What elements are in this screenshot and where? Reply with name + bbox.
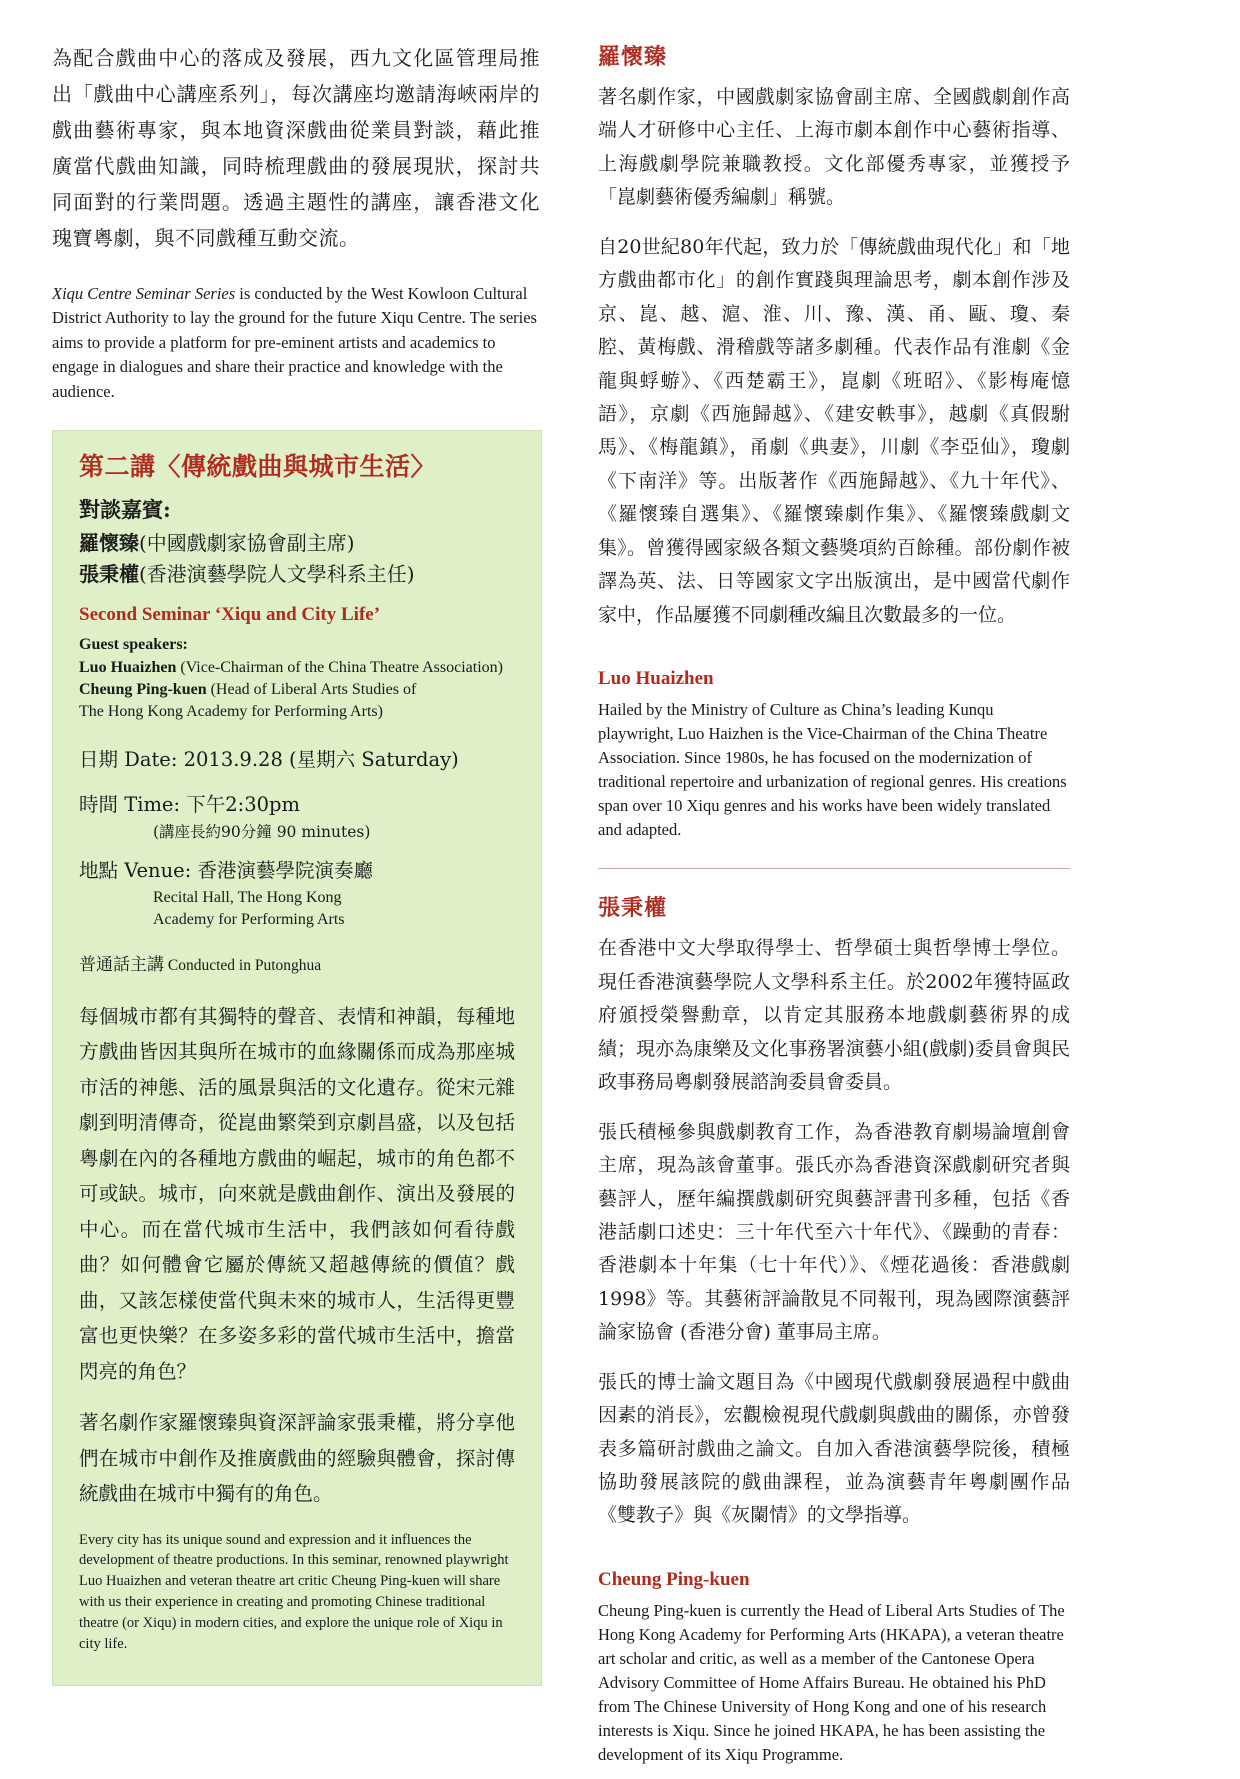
event-date: 日期 Date: 2013.9.28 (星期六 Saturday) — [79, 747, 459, 771]
language-note — [79, 950, 515, 975]
seminar-info-box — [52, 430, 542, 1686]
guest-speaker-2-title-zh: (香港演藝學院人文學科系主任) — [139, 561, 415, 586]
event-venue-en-line1: Recital Hall, The Hong Kong — [153, 888, 342, 906]
speaker-2-bio-en-p1: Cheung Ping-kuen is currently the Head of Liberal Arts Studies of The Hong Kong Academy for Performing Arts (HKAPA), a veteran theatre art scholar and critic, as well as a member of the Cantonese Opera Advisory Committee of Home Affairs Bureau. He obtained his PhD from The Chinese University of Hong Kong and one of his research interests is Xiqu. Since he joined HKAPA, he has been assisting the development of its Xiqu Programme. — [598, 1600, 1065, 1765]
speaker-1-name-en: Luo Huaizhen — [598, 668, 714, 689]
speaker-2-bio-zh-p2: 張氏積極參與戲劇教育工作，為香港教育劇場論壇創會主席，現為該會董事。張氏亦為香港資深戲劇研究者與藝評人，歷年編撰戲劇研究與藝評書刊多種，包括《香港話劇口述史：三十年代至六十年代》、《躁動的青春：香港劇本十年集（七十年代）》、《煙花過後：香港戲劇1998》等。其藝術評論散見不同報刊，現為國際演藝評論家協會 (香港分會) 董事局主席。 — [598, 1120, 1070, 1344]
guest-speaker-2-title-en: (Head of Liberal Arts Studies of — [206, 680, 417, 698]
speaker-1-section — [598, 40, 1070, 842]
speaker-1-bio-zh-p2: 自20世紀80年代起，致力於「傳統戲曲現代化」和「地方戲曲都市化」的創作實踐與理論思考，劇本創作涉及京、崑、越、滬、淮、川、豫、漢、甬、甌、瓊、秦腔、黃梅戲、滑稽戲等諸多劇種。代表作品有淮劇《金龍與蜉蝣》、《西楚霸王》，崑劇《班昭》、《影梅庵憶語》，京劇《西施歸越》、《建安軼事》，越劇《真假駙馬》、《梅龍鎮》，甬劇《典妻》，川劇《李亞仙》，瓊劇《下南洋》等。出版著作《西施歸越》、《九十年代》、《羅懷臻自選集》、《羅懷臻劇作集》、《羅懷臻戲劇文集》。曾獲得國家級各類文藝獎項約百餘種。部份劇作被譯為英、法、日等國家文字出版演出，是中國當代劇作家中，作品屢獲不同劇種改編且次數最多的一位。 — [598, 235, 1070, 626]
language-note-en: Conducted in Putonghua — [164, 956, 322, 974]
guest-speaker-2-en-line2: The Hong Kong Academy for Performing Arts) — [79, 702, 383, 720]
event-venue: 地點 Venue: 香港演藝學院演奏廳 — [79, 858, 373, 882]
guest-speakers-label-en: Guest speakers: — [79, 635, 188, 653]
event-venue-en-line2: Academy for Performing Arts — [153, 911, 345, 929]
guest-speaker-2-en — [79, 679, 515, 701]
seminar-title-en: Second Seminar ‘Xiqu and City Life’ — [79, 603, 381, 625]
speaker-2-name-zh: 張秉權 — [598, 895, 668, 922]
language-note-zh: 普通話主講 — [79, 954, 164, 975]
guest-speaker-1-name-zh: 羅懷臻 — [79, 530, 139, 555]
seminar-series-title-en: Xiqu Centre Seminar Series — [52, 284, 236, 303]
speaker-1-name-zh: 羅懷臻 — [598, 44, 668, 70]
seminar-description-zh-p1: 每個城市都有其獨特的聲音、表情和神韻，每種地方戲曲皆因其與所在城市的血緣關係而成為那座城市活的神態、活的風景與活的文化遺存。從宋元雜劇到明清傳奇，從崑曲繁榮到京劇昌盛，以及包括粵劇在內的各種地方戲曲的崛起，城市的角色都不可或缺。城市，向來就是戲曲創作、演出及發展的中心。而在當代城市生活中，我們該如何看待戲曲？如何體會它屬於傳統又超越傳統的價值？戲曲，又該怎樣使當代與未來的城市人，生活得更豐富也更快樂？在多姿多彩的當代城市生活中，擔當閃亮的角色？ — [79, 1004, 515, 1383]
intro-paragraph-en — [52, 282, 540, 404]
guest-speaker-2-name-zh: 張秉權 — [79, 561, 139, 586]
intro-paragraph-zh: 為配合戲曲中心的落成及發展，西九文化區管理局推出「戲曲中心講座系列」，每次講座均邀請海峽兩岸的戲曲藝術專家，與本地資深戲曲從業員對談，藉此推廣當代戲曲知識，同時梳理戲曲的發展現狀，探討共同面對的行業問題。透過主題性的講座，讓香港文化瑰寶粵劇，與不同戲種互動交流。 — [52, 46, 540, 250]
guest-speakers-label-zh: 對談嘉賓: — [79, 496, 171, 522]
event-details — [79, 745, 515, 932]
speaker-2-name-en: Cheung Ping-kuen — [598, 1568, 750, 1590]
intro-paragraph-en-rest: is conducted by the West Kowloon Cultural District Authority to lay the ground for the future Xiqu Centre. The series aims to provide a platform for pre-eminent artists and academics to engage in dialogues and share their practice and knowledge with the audience. — [52, 284, 537, 401]
seminar-description-zh — [79, 999, 515, 1512]
seminar-title-zh: 第二講〈傳統戲曲與城市生活〉 — [79, 452, 437, 482]
guest-speaker-1-en — [79, 657, 515, 679]
guest-speaker-2-zh — [79, 559, 515, 590]
left-column — [52, 40, 540, 1686]
speaker-1-bio-en — [598, 698, 1070, 842]
speaker-2-bio-zh — [598, 932, 1070, 1532]
right-column — [598, 40, 1070, 1779]
speaker-2-bio-zh-p3: 張氏的博士論文題目為《中國現代戲劇發展過程中戲曲因素的消長》，宏觀檢視現代戲劇與戲曲的關係，亦曾發表多篇研討戲曲之論文。自加入香港演藝學院後，積極協助發展該院的戲曲課程，並為演藝青年粵劇團作品《雙教子》與《灰闌情》的文學指導。 — [598, 1370, 1070, 1527]
event-duration: (講座長約90分鐘 90 minutes) — [153, 823, 371, 842]
seminar-description-en: Every city has its unique sound and expression and it influences the development of theatre productions. In this seminar, renowned playwright Luo Huaizhen and veteran theatre art critic Cheung Ping-kuen will share with us their experience in creating and promoting Chinese traditional theatre (or Xiqu) in modern cities, and explore the unique role of Xiqu in city life. — [79, 1531, 509, 1652]
section-divider — [598, 868, 1070, 869]
guest-speaker-1-title-en: (Vice-Chairman of the China Theatre Association) — [176, 658, 503, 676]
guest-speaker-1-zh — [79, 528, 515, 559]
guest-speaker-1-name-en: Luo Huaizhen — [79, 658, 177, 676]
guest-speaker-1-title-zh: (中國戲劇家協會副主席) — [139, 530, 355, 555]
speaker-2-bio-zh-p1: 在香港中文大學取得學士、哲學碩士與哲學博士學位。現任香港演藝學院人文學科系主任。於2002年獲特區政府頒授榮譽勳章，以肯定其服務本地戲劇藝術界的成績；現亦為康樂及文化事務署演藝小組(戲劇)委員會與民政事務局粵劇發展諮詢委員會委員。 — [598, 937, 1070, 1094]
seminar-description-zh-p2: 著名劇作家羅懷臻與資深評論家張秉權，將分享他們在城市中創作及推廣戲曲的經驗與體會，探討傳統戲曲在城市中獨有的角色。 — [79, 1411, 515, 1506]
event-time: 時間 Time: 下午2:30pm — [79, 793, 301, 817]
speaker-1-bio-zh — [598, 81, 1070, 632]
speaker-2-section — [598, 891, 1070, 1767]
speaker-1-bio-en-p1: Hailed by the Ministry of Culture as China’s leading Kunqu playwright, Luo Haizhen is the Vice-Chairman of the China Theatre Association. Since 1980s, he has focused on the modernization of traditional repertoire and urbanization of regional genres. His creations span over 10 Xiqu genres and his works have been widely translated and adapted. — [598, 700, 1067, 840]
speaker-1-bio-zh-p1: 著名劇作家，中國戲劇家協會副主席、全國戲劇創作高端人才研修中心主任、上海市劇本創作中心藝術指導、上海戲劇學院兼職教授。文化部優秀專家，並獲授予「崑劇藝術優秀編劇」稱號。 — [598, 86, 1070, 209]
speaker-2-bio-en — [598, 1599, 1070, 1768]
guest-speaker-2-name-en: Cheung Ping-kuen — [79, 680, 207, 698]
